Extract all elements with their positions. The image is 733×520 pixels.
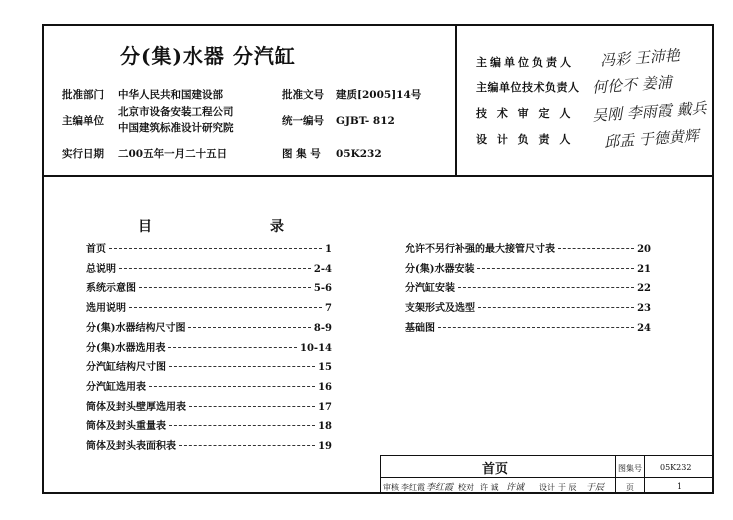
toc-entry-title: 筒体及封头重量表 [86,421,166,433]
toc-entry [405,319,651,332]
toc-entry-page: 17 [318,401,332,413]
toc-leader-dashes [179,445,315,446]
toc-entry [86,417,332,433]
approval-dept-label: 批准部门 [62,89,104,101]
signature-1: 冯彩 王沛艳 [599,46,681,70]
toc-entry-page: 15 [318,362,332,374]
atlas-no: 05K232 [336,148,382,160]
designer-signature: 于辰 [586,483,605,493]
toc-entry-title: 基础图 [405,322,435,334]
toc-leader-dashes [109,248,322,249]
unified-no-label: 统一编号 [282,115,324,127]
atlas-no-value: 05K232 [660,463,692,472]
checker-name: 许 诚 [480,483,499,492]
toc-entry [86,279,332,295]
toc-entry [86,299,332,315]
responsible-role-4: 设 计 负 责 人 [476,133,574,146]
checker-signature: 许诚 [506,483,525,493]
toc-leader-dashes [558,248,634,249]
toc-entry-title: 分(集)水器选用表 [86,342,166,354]
header-vertical-divider [455,24,457,176]
atlas-label: 图集号 [618,464,642,473]
header-divider [42,175,714,177]
toc-entry-page: 20 [637,244,651,255]
document-title: 分(集)水器 分汽缸 [120,44,296,68]
responsible-role-1: 主编单位负责人 [476,56,574,69]
approval-no-label: 批准文号 [282,89,324,101]
toc-leader-dashes [129,307,322,308]
toc-entry [86,378,332,391]
toc-heading-left: 目 [138,219,152,235]
toc-entry-page: 22 [637,283,651,295]
toc-leader-dashes [149,386,315,387]
toc-entry-title: 系统示意图 [86,283,136,295]
toc-entry-title: 分汽缸选用表 [86,381,146,393]
toc-heading-right: 录 [270,219,284,235]
toc-entry-page: 8-9 [313,322,332,334]
editor-line-1: 北京市设备安装工程公司 [118,106,234,118]
signature-2: 何伦不 姜浦 [591,73,673,97]
effective-date: 二00五年一月二十五日 [118,148,228,160]
toc-leader-dashes [169,425,315,426]
toc-entry [405,279,651,295]
toc-entry-page: 18 [318,421,332,433]
toc-leader-dashes [477,268,634,269]
toc-entry-page: 19 [318,441,332,452]
toc-entry-title: 选用说明 [86,303,126,315]
toc-entry-page: 24 [637,322,651,334]
toc-entry-title: 分汽缸结构尺寸图 [86,362,166,374]
signature-3: 吴刚 李雨霞 戴兵 [591,99,708,125]
toc-entry-page: 7 [325,303,332,315]
responsible-role-2: 主编单位技术负责人 [476,81,580,94]
signature-4: 邱盂 于德黄辉 [603,126,700,152]
toc-entry-page: 16 [318,381,332,393]
toc-entry [86,319,332,332]
toc-entry-page: 2-4 [313,263,332,275]
toc-leader-dashes [438,327,634,328]
toc-entry-title: 筒体及封头壁厚选用表 [86,401,186,413]
check-label: 校对 [458,483,474,492]
toc-entry-title: 支架形式及选型 [405,303,475,315]
responsible-role-3: 技 术 审 定 人 [476,107,574,120]
toc-entry [405,299,651,315]
toc-entry [86,437,332,450]
toc-leader-dashes [168,347,297,348]
page-label: 页 [626,483,634,492]
unified-no: GJBT- 812 [336,115,395,127]
toc-entry [86,240,332,253]
toc-entry-title: 筒体及封头表面积表 [86,441,176,452]
approval-no: 建质[2005]14号 [336,89,422,101]
toc-entry-title: 分汽缸安装 [405,283,455,295]
sheet-title: 首页 [482,462,509,477]
toc-entry-page: 23 [637,303,651,315]
toc-entry [86,260,332,273]
reviewer-signature: 李红霞 [426,483,454,493]
toc-entry-page: 10-14 [300,342,332,354]
toc-leader-dashes [458,287,634,288]
editor-line-2: 中国建筑标准设计研究院 [118,122,234,134]
reviewer-name: 李红霞 [401,483,425,492]
toc-entry-title: 首页 [86,244,106,255]
effective-label: 实行日期 [62,148,104,160]
toc-leader-dashes [169,366,315,367]
toc-entry-title: 允许不另行补强的最大接管尺寸表 [405,244,555,255]
toc-leader-dashes [478,307,634,308]
toc-leader-dashes [189,406,315,407]
atlas-no-label: 图 集 号 [282,148,321,160]
toc-entry-page: 1 [325,244,332,255]
toc-entry-title: 分(集)水器结构尺寸图 [86,322,186,334]
review-label: 审核 [383,483,399,492]
designer-name: 于 辰 [558,483,577,492]
toc-entry-title: 分(集)水器安装 [405,263,475,275]
toc-entry-page: 5-6 [313,283,332,295]
toc-entry-title: 总说明 [86,263,116,275]
toc-entry [405,240,651,253]
toc-entry-page: 21 [637,263,651,275]
toc-leader-dashes [139,287,311,288]
design-label: 设计 [539,483,555,492]
approval-dept: 中华人民共和国建设部 [118,89,223,101]
toc-leader-dashes [188,327,310,328]
toc-entry [86,358,332,374]
page-no: 1 [677,482,683,491]
toc-leader-dashes [119,268,311,269]
toc-entry [86,398,332,411]
editor-label: 主编单位 [62,115,104,127]
toc-entry [405,260,651,273]
toc-entry [86,339,332,352]
